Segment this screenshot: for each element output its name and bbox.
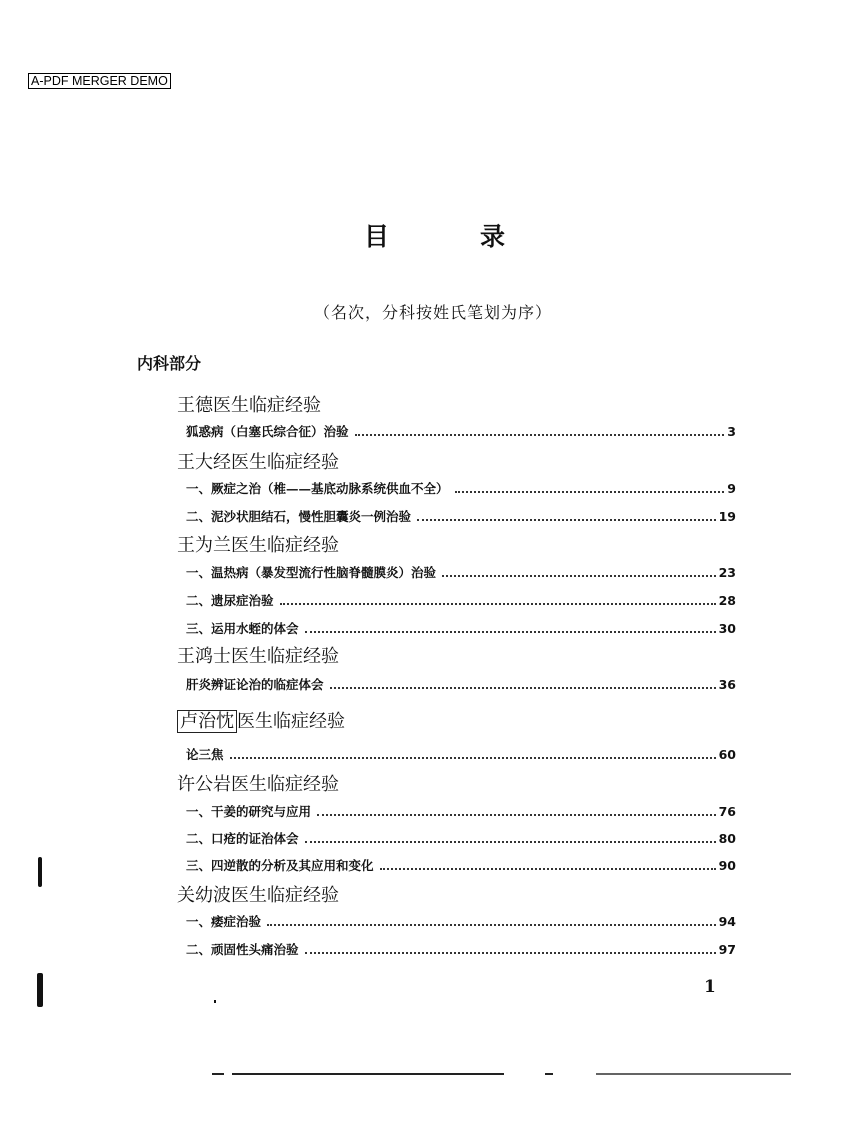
entry-label: 二、顽固性头痛治验 — [186, 942, 299, 957]
title-char-left: 目 — [364, 222, 390, 251]
entry-label: 二、泥沙状胆结石，慢性胆囊炎一例治验 — [186, 509, 412, 524]
toc-entry[interactable] — [186, 801, 736, 821]
toc-entry[interactable] — [186, 674, 736, 694]
entry-page: 19 — [718, 509, 736, 524]
toc-entry[interactable] — [186, 744, 736, 764]
entry-page: 94 — [718, 914, 736, 929]
toc-entry[interactable] — [186, 590, 736, 610]
entry-page: 3 — [727, 424, 736, 439]
entry-label: 二、口疮的证治体会 — [186, 831, 299, 846]
scan-line — [212, 1073, 224, 1075]
entry-page: 60 — [718, 747, 736, 762]
dot-leader — [455, 490, 725, 493]
section-heading: 内科部分 — [137, 354, 202, 373]
entry-page: 30 — [718, 621, 736, 636]
toc-entry[interactable] — [186, 562, 736, 582]
doctor-heading: 关幼波医生临症经验 — [177, 885, 339, 906]
dot-leader — [330, 686, 716, 689]
doctor-heading: 王鸿士医生临症经验 — [177, 646, 339, 667]
entry-label: 一、干姜的研究与应用 — [186, 804, 312, 819]
doctor-heading: 王德医生临症经验 — [177, 395, 321, 416]
doctor-heading: 许公岩医生临症经验 — [177, 774, 339, 795]
page-number: 1 — [704, 977, 716, 997]
title-char-right: 录 — [480, 222, 506, 251]
entry-label: 论三焦 — [186, 747, 224, 762]
entry-page: 23 — [718, 565, 736, 580]
entry-page: 97 — [718, 942, 736, 957]
entry-label: 三、运用水蛭的体会 — [186, 621, 299, 636]
entry-page: 80 — [718, 831, 736, 846]
toc-entry[interactable] — [186, 911, 736, 931]
toc-entry[interactable] — [186, 618, 736, 638]
entry-page: 28 — [718, 593, 736, 608]
toc-entry[interactable] — [186, 855, 736, 875]
dot-leader — [380, 867, 716, 870]
toc-entry[interactable] — [186, 939, 736, 959]
toc-entry[interactable] — [186, 506, 736, 526]
doctor-heading-rest: 医生临症经验 — [237, 711, 345, 732]
dot-leader — [305, 840, 716, 843]
scan-artifact-mark — [38, 857, 42, 887]
dot-leader — [267, 923, 716, 926]
dot-leader — [355, 433, 725, 436]
dot-leader — [417, 518, 716, 521]
scan-line — [545, 1073, 553, 1075]
entry-page: 90 — [718, 858, 736, 873]
entry-label: 二、遗尿症治验 — [186, 593, 274, 608]
dot-leader — [317, 813, 716, 816]
entry-page: 76 — [718, 804, 736, 819]
dot-leader — [305, 630, 716, 633]
entry-page: 36 — [718, 677, 736, 692]
boxed-name: 卢治忱 — [177, 710, 237, 733]
dot-leader — [230, 756, 716, 759]
entry-label: 一、温热病（暴发型流行性脑脊髓膜炎）治验 — [186, 565, 437, 580]
toc-entry[interactable] — [186, 478, 736, 498]
entry-label: 肝炎辨证论治的临症体会 — [186, 677, 324, 692]
entry-label: 三、四逆散的分析及其应用和变化 — [186, 858, 374, 873]
entry-page: 9 — [727, 481, 736, 496]
toc-entry[interactable] — [186, 421, 736, 441]
entry-label: 一、痿症治验 — [186, 914, 262, 929]
ordering-note: （名次，分科按姓氏笔划为序） — [313, 303, 552, 322]
page-title — [0, 222, 866, 258]
toc-entry[interactable] — [186, 828, 736, 848]
entry-label: 狐惑病（白塞氏综合征）治验 — [186, 424, 349, 439]
dot-leader — [442, 574, 716, 577]
doctor-heading: 王为兰医生临症经验 — [177, 535, 339, 556]
doctor-heading — [177, 710, 345, 734]
entry-label: 一、厥症之治（椎——基底动脉系统供血不全） — [186, 481, 449, 496]
scan-line — [596, 1073, 791, 1075]
scan-artifact-dot — [214, 1000, 216, 1003]
scan-line — [232, 1073, 504, 1075]
watermark-label: A-PDF MERGER DEMO — [28, 73, 171, 89]
dot-leader — [280, 602, 716, 605]
dot-leader — [305, 951, 716, 954]
doctor-heading: 王大经医生临症经验 — [177, 452, 339, 473]
scan-artifact-mark — [37, 973, 43, 1007]
